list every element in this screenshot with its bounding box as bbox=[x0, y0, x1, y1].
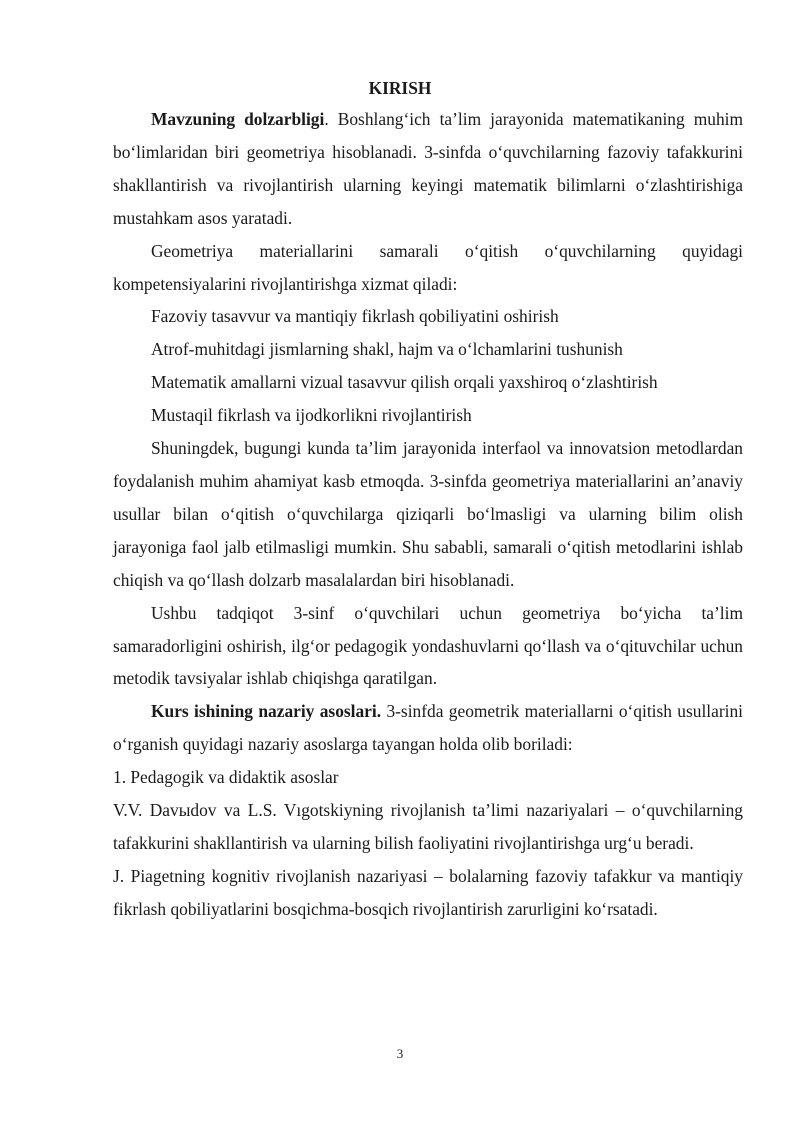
section-title: KIRISH bbox=[368, 78, 432, 98]
competencies-paragraph: Geometriya materiallarini samarali o‘qitish o‘quvchilarning quyidagi kompetensiyalarini rivojlantirishga xizmat qiladi: bbox=[113, 240, 743, 294]
research-aim-paragraph: Ushbu tadqiqot 3-sinf o‘quvchilari uchun geometriya bo‘yicha ta’lim samaradorligini oshirish, ilg‘or pedagogik yondashuvlarni qo‘llash va o‘qituvchilar uchun metodik tavsiyalar ishlab chiqishga qaratilgan. bbox=[113, 602, 743, 689]
methods-paragraph: Shuningdek, bugungi kunda ta’lim jarayonida interfaol va innovatsion metodlardan foydalanish muhim ahamiyat kasb etmoqda. 3-sinfda geometriya materiallarini an’anaviy usullar bilan o‘qitish o‘quvchilarga qiziqarli bo‘lmasligi va ularning bilim olish jarayoniga faol jalb etilmasligi mumkin. Shu sababli, samarali o‘qitish metodlarini ishlab chiqish va qo‘llash dolzarb masalalardan biri hisoblanadi. bbox=[113, 438, 743, 590]
list-item: Fazoviy tasavvur va mantiqiy fikrlash qobiliyatini oshirish bbox=[151, 306, 559, 327]
theory-paragraph bbox=[113, 695, 743, 761]
list-item: Atrof-muhitdagi jismlarning shakl, hajm va o‘lchamlarini tushunish bbox=[151, 339, 623, 360]
list-item: Matematik amallarni vizual tasavvur qilish orqali yaxshiroq o‘zlashtirish bbox=[151, 372, 658, 393]
relevance-paragraph bbox=[113, 103, 743, 235]
list-item: Mustaqil fikrlash va ijodkorlikni rivojlantirish bbox=[151, 405, 472, 426]
theory-heading: Kurs ishining nazariy asoslari. bbox=[151, 701, 382, 722]
page-number: 3 bbox=[396, 1046, 404, 1061]
piaget-paragraph: J. Piagetning kognitiv rivojlanish nazariyasi – bolalarning fazoviy tafakkur va mantiqiy fikrlash qobiliyatlarini bosqichma-bosqich rivojlantirish zarurligini ko‘rsatadi. bbox=[113, 865, 743, 919]
davydov-vygotsky-paragraph: V.V. Davыdov va L.S. Vıgotskiyning rivojlanish ta’limi nazariyalari – o‘quvchilarning tafakkurini shakllantirish va ularning bilish faoliyatini rivojlantirishga urg‘u beradi. bbox=[113, 800, 743, 853]
relevance-heading: Mavzuning dolzarbligi bbox=[151, 109, 325, 129]
document-body bbox=[113, 103, 743, 926]
subheading-pedagogical: 1. Pedagogik va didaktik asoslar bbox=[113, 767, 339, 788]
relevance-text: . Boshlang‘ich ta’lim jarayonida matematikaning muhim bo‘limlaridan biri geometriya hisoblanadi. 3-sinfda o‘quvchilarning fazoviy tafakkurini shakllantirish va rivojlantirish ularning keyingi matematik bilimlarni o‘zlashtirishiga mustahkam asos yaratadi. bbox=[113, 109, 744, 228]
theory-text: 3-sinfda geometrik materiallarni o‘qitish usullarini o‘rganish quyidagi nazariy asoslarga tayangan holda olib boriladi: bbox=[113, 701, 743, 755]
